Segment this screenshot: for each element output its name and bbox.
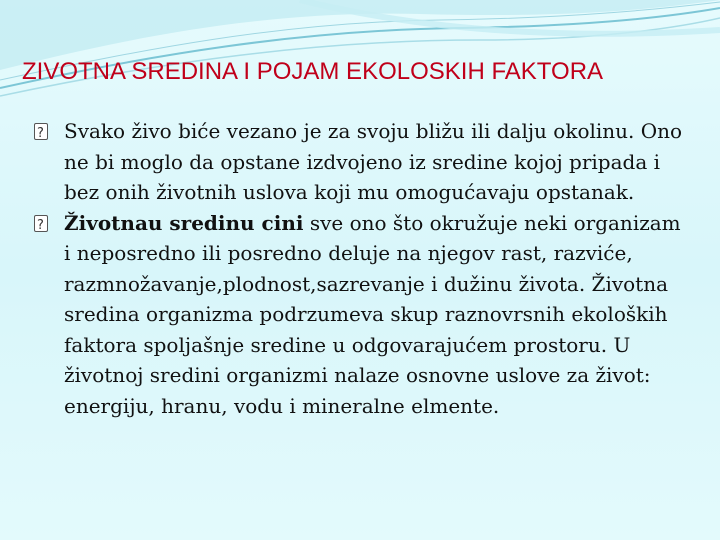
- slide-title: ZIVOTNA SREDINA I POJAM EKOLOSKIH FAKTORA: [22, 58, 604, 85]
- missing-glyph-bullet-icon: [34, 215, 48, 232]
- paragraph-2-text: sve ono što okružuje neki organizam i neposredno ili posredno deluje na njegov rast, razviće, razmnožavanje,plodnost,sazrevanje i dužinu života. Životna sredina organizma podrzumeva skup raznovrsnih ekoloških faktora spoljašnje sredine u odgovarajućem prostoru. U životnoj sredini organizmi nalaze osnovne uslove za život: energiju, hranu, vodu i mineralne elmente.: [64, 210, 681, 418]
- paragraph-2: [34, 208, 684, 422]
- paragraph-1: [34, 116, 684, 208]
- slide-body: [34, 116, 684, 421]
- decorative-swoosh: [0, 0, 720, 110]
- paragraph-1-text: Svako živo biće vezano je za svoju bližu ili dalju okolinu. Ono ne bi moglo da opstane izdvojeno iz sredine kojoj pripada i bez onih životnih uslova koji mu omogućavaju opstanak.: [64, 119, 683, 204]
- missing-glyph-bullet-icon: [34, 123, 48, 140]
- paragraph-2-lead: Životnau sredinu cini: [64, 210, 304, 235]
